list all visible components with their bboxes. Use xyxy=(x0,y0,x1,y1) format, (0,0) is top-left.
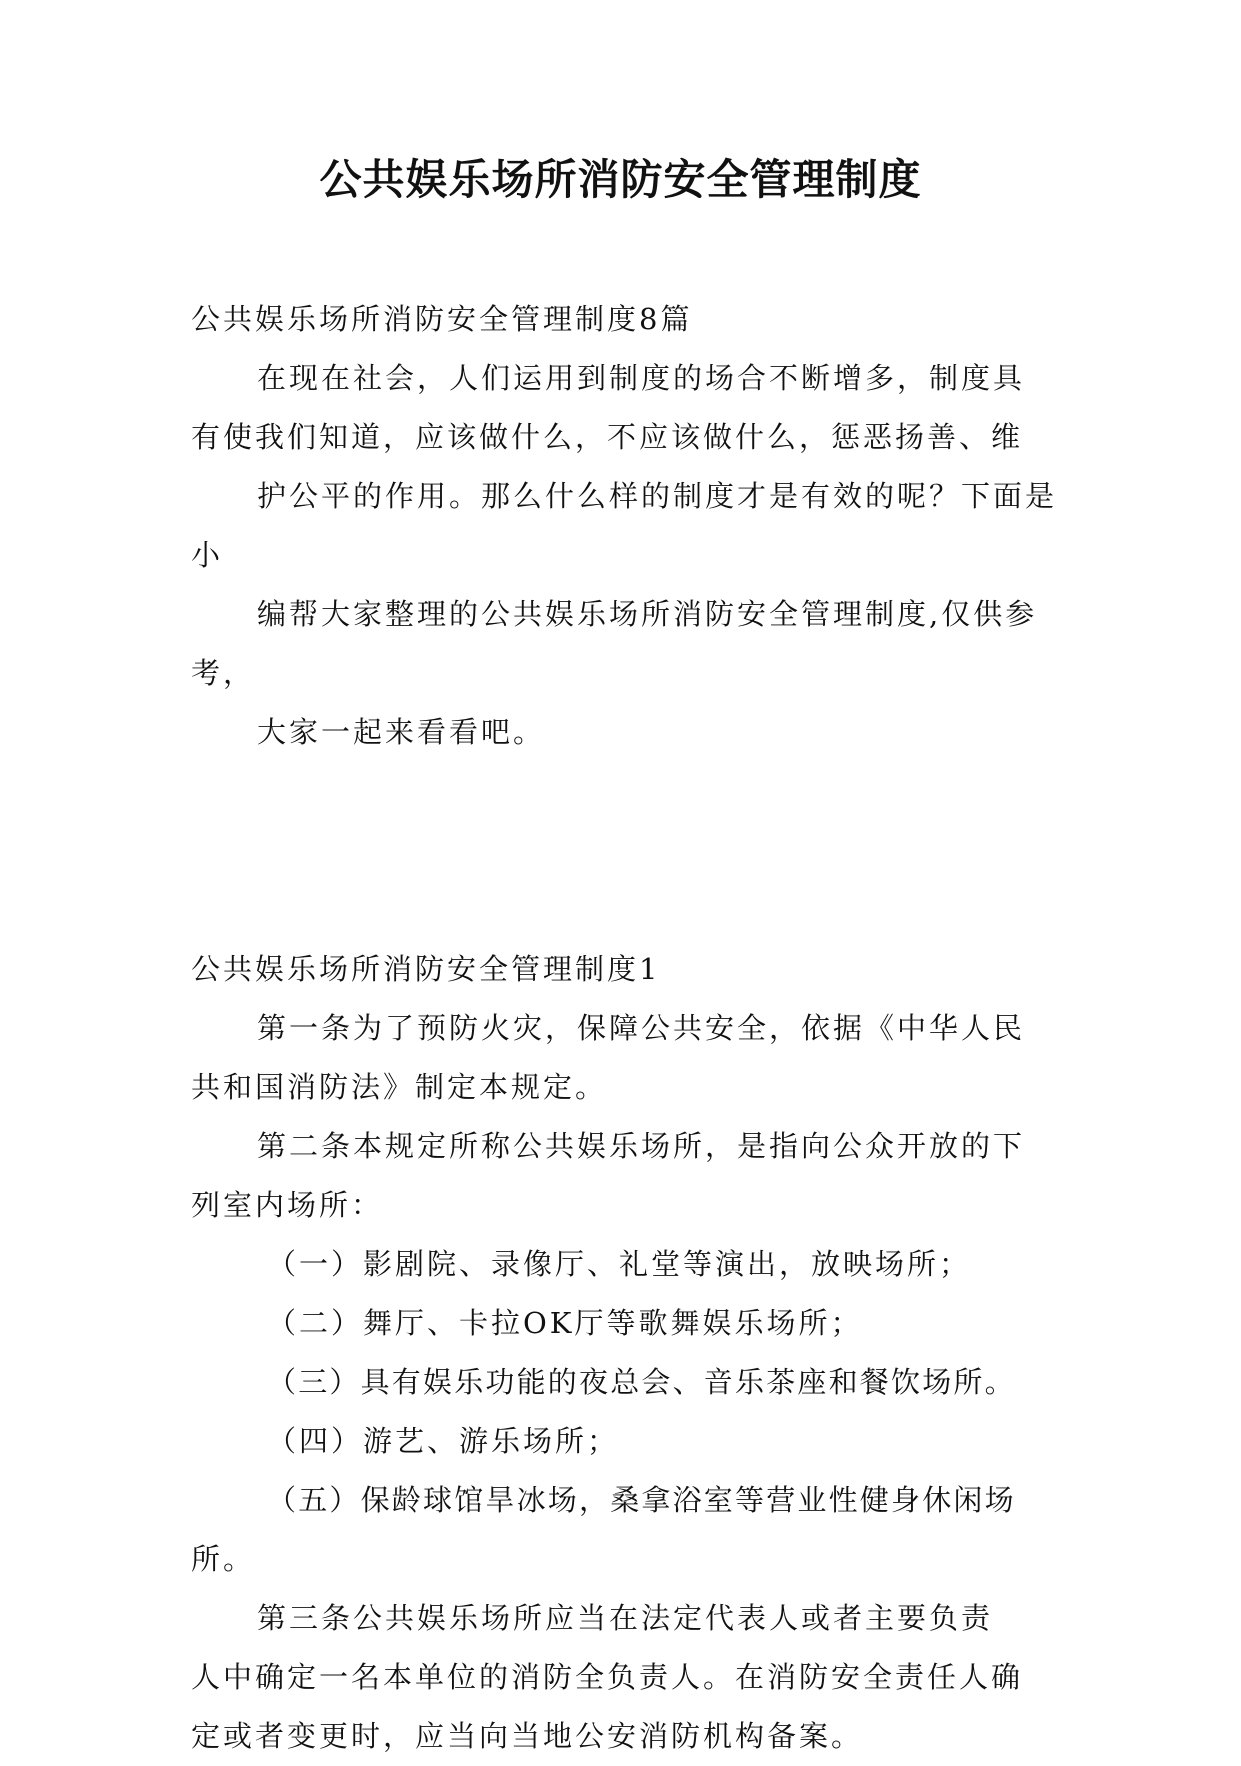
list-item-5 xyxy=(191,1471,1061,1589)
intro-line: 护公平的作用。那么什么样的制度才是有效的呢？下面是小 xyxy=(191,479,1058,572)
list-item: （一）影剧院、录像厅、礼堂等演出，放映场所； xyxy=(267,1247,972,1281)
intro-line: 大家一起来看看吧。 xyxy=(257,715,546,749)
article-3-line: 人中确定一名本单位的消防全负责人。在消防安全责任人确 xyxy=(191,1660,1024,1694)
list-item: （二）舞厅、卡拉OK厅等歌舞娱乐场所； xyxy=(267,1306,863,1340)
document-body xyxy=(191,290,1061,1766)
article-2-line: 列室内场所： xyxy=(191,1188,384,1222)
section-heading: 公共娱乐场所消防安全管理制度1 xyxy=(191,952,661,986)
list-item: （三）具有娱乐功能的夜总会、音乐茶座和餐饮场所。 xyxy=(267,1365,1016,1399)
intro-line: 编帮大家整理的公共娱乐场所消防安全管理制度,仅供参考， xyxy=(191,597,1038,690)
list-item-5-line: 所。 xyxy=(191,1542,256,1576)
article-1 xyxy=(191,999,1061,1117)
article-3 xyxy=(191,1589,1061,1766)
article-3-line: 第三条公共娱乐场所应当在法定代表人或者主要负责 xyxy=(257,1601,994,1635)
document-title: 公共娱乐场所消防安全管理制度 xyxy=(319,155,922,204)
article-2 xyxy=(191,1117,1061,1235)
subtitle: 公共娱乐场所消防安全管理制度8篇 xyxy=(191,302,693,336)
intro-line: 有使我们知道，应该做什么，不应该做什么，惩恶扬善、维 xyxy=(191,420,1024,454)
article-1-line: 第一条为了预防火灾，保障公共安全，依据《中华人民 xyxy=(257,1011,1026,1045)
intro-line: 在现在社会，人们运用到制度的场合不断增多，制度具 xyxy=(257,361,1026,395)
article-2-line: 第二条本规定所称公共娱乐场所，是指向公众开放的下 xyxy=(257,1129,1026,1163)
section-gap xyxy=(191,762,1061,940)
article-1-line: 共和国消防法》制定本规定。 xyxy=(191,1070,608,1104)
list-item-5-line: （五）保龄球馆旱冰场，桑拿浴室等营业性健身休闲场 xyxy=(267,1483,1016,1517)
intro-paragraph xyxy=(191,349,1061,762)
article-3-line: 定或者变更时，应当向当地公安消防机构备案。 xyxy=(191,1719,864,1753)
list-item: （四）游艺、游乐场所； xyxy=(267,1424,620,1458)
